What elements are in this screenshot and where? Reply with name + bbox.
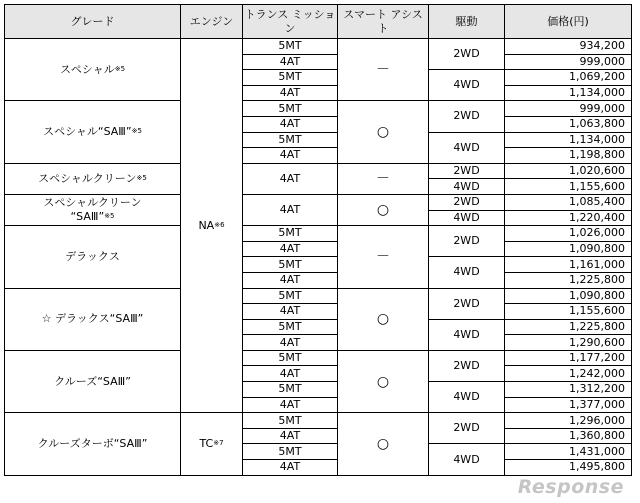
price-cell: 1,220,400: [505, 210, 632, 226]
price-cell: 1,161,000: [505, 257, 632, 273]
transmission-cell: 4AT: [243, 116, 338, 132]
smart-assist-cell: ○: [338, 101, 429, 163]
grade-cell: [5, 226, 181, 288]
grade-name: クルーズ“SAⅢ”: [54, 374, 131, 388]
grade-name: スペシャル“SAⅢ”: [43, 125, 132, 139]
price-cell: 1,155,600: [505, 179, 632, 195]
price-cell: 999,000: [505, 54, 632, 70]
drive-cell: 4WD: [429, 444, 505, 475]
drive-cell: 2WD: [429, 39, 505, 70]
transmission-cell: 5MT: [243, 413, 338, 429]
engine-label: TC: [199, 436, 214, 450]
drive-cell: 2WD: [429, 288, 505, 319]
transmission-cell: 4AT: [243, 366, 338, 382]
grade-footnote: ※5: [104, 212, 115, 221]
grade-name: クルーズターボ“SAⅢ”: [37, 436, 148, 450]
transmission-cell: 5MT: [243, 132, 338, 148]
price-cell: 999,000: [505, 101, 632, 117]
drive-cell: 4WD: [429, 382, 505, 413]
header-smart-assist: スマート アシスト: [338, 5, 429, 39]
table-row: [5, 226, 632, 242]
price-cell: 1,063,800: [505, 116, 632, 132]
transmission-cell: 5MT: [243, 288, 338, 304]
drive-cell: 4WD: [429, 132, 505, 163]
transmission-cell: 5MT: [243, 101, 338, 117]
drive-cell: 2WD: [429, 226, 505, 257]
price-cell: 1,085,400: [505, 194, 632, 210]
drive-cell: 2WD: [429, 194, 505, 210]
table-row: [5, 288, 632, 304]
engine-cell: [181, 39, 243, 413]
drive-cell: 2WD: [429, 413, 505, 444]
drive-cell: 2WD: [429, 163, 505, 179]
header-price: 価格(円): [505, 5, 632, 39]
drive-cell: 2WD: [429, 350, 505, 381]
transmission-cell: 5MT: [243, 70, 338, 86]
price-cell: 1,134,000: [505, 85, 632, 101]
table-row: [5, 350, 632, 366]
drive-cell: 4WD: [429, 179, 505, 195]
smart-assist-cell: －: [338, 163, 429, 194]
engine-footnote: ※7: [213, 438, 224, 447]
grade-name: デラックス: [65, 249, 120, 263]
price-cell: 1,090,800: [505, 288, 632, 304]
price-cell: 1,134,000: [505, 132, 632, 148]
price-cell: 1,242,000: [505, 366, 632, 382]
smart-assist-cell: ○: [338, 413, 429, 475]
transmission-cell: 4AT: [243, 460, 338, 476]
grade-cell: [5, 194, 181, 225]
price-cell: 1,431,000: [505, 444, 632, 460]
transmission-cell: 4AT: [243, 428, 338, 444]
transmission-cell: 5MT: [243, 257, 338, 273]
price-cell: 1,020,600: [505, 163, 632, 179]
engine-cell: [181, 413, 243, 475]
table-row: [5, 101, 632, 117]
grade-name-line2: “SAⅢ”: [70, 210, 105, 224]
smart-assist-cell: －: [338, 226, 429, 288]
drive-cell: 4WD: [429, 210, 505, 226]
header-row: [5, 5, 632, 39]
price-cell: 1,290,600: [505, 335, 632, 351]
transmission-cell: 4AT: [243, 335, 338, 351]
grade-cell: [5, 350, 181, 412]
transmission-cell: 4AT: [243, 304, 338, 320]
price-cell: 1,377,000: [505, 397, 632, 413]
watermark-logo: Response: [517, 476, 624, 498]
transmission-cell: 4AT: [243, 85, 338, 101]
transmission-cell: 5MT: [243, 382, 338, 398]
header-transmission: トランス ミッション: [243, 5, 338, 39]
drive-cell: 4WD: [429, 257, 505, 288]
price-cell: 934,200: [505, 39, 632, 55]
header-engine: エンジン: [181, 5, 243, 39]
grade-name: スペシャル: [59, 62, 115, 76]
price-cell: 1,360,800: [505, 428, 632, 444]
transmission-cell: 5MT: [243, 39, 338, 55]
price-cell: 1,312,200: [505, 382, 632, 398]
drive-cell: 2WD: [429, 101, 505, 132]
transmission-cell: 4AT: [243, 163, 338, 194]
transmission-cell: 5MT: [243, 319, 338, 335]
table-body: [5, 39, 632, 476]
price-cell: 1,090,800: [505, 241, 632, 257]
grade-cell: [5, 413, 181, 475]
grade-cell: [5, 163, 181, 194]
drive-cell: 4WD: [429, 319, 505, 350]
smart-assist-cell: ○: [338, 288, 429, 350]
transmission-cell: 5MT: [243, 444, 338, 460]
grade-cell: [5, 39, 181, 101]
price-cell: 1,225,800: [505, 272, 632, 288]
grade-footnote: ※5: [114, 64, 126, 73]
price-cell: 1,296,000: [505, 413, 632, 429]
price-table: [4, 4, 632, 476]
grade-cell: [5, 101, 181, 163]
transmission-cell: 4AT: [243, 194, 338, 225]
header-grade: グレード: [5, 5, 181, 39]
drive-cell: 4WD: [429, 70, 505, 101]
transmission-cell: 4AT: [243, 241, 338, 257]
transmission-cell: 5MT: [243, 226, 338, 242]
transmission-cell: 4AT: [243, 397, 338, 413]
grade-footnote: ※5: [136, 173, 147, 182]
price-cell: 1,495,800: [505, 460, 632, 476]
grade-name: ☆ デラックス“SAⅢ”: [41, 312, 144, 326]
engine-label: NA: [198, 218, 215, 232]
transmission-cell: 4AT: [243, 148, 338, 164]
smart-assist-cell: ○: [338, 350, 429, 412]
grade-name: スペシャルクリーン: [38, 171, 137, 185]
price-cell: 1,225,800: [505, 319, 632, 335]
price-cell: 1,155,600: [505, 304, 632, 320]
grade-cell: [5, 288, 181, 350]
price-cell: 1,026,000: [505, 226, 632, 242]
transmission-cell: 4AT: [243, 272, 338, 288]
engine-footnote: ※6: [214, 220, 225, 229]
table-row: [5, 39, 632, 55]
grade-name: スペシャルクリーン: [43, 196, 142, 210]
transmission-cell: 4AT: [243, 54, 338, 70]
table-row: [5, 194, 632, 210]
header-drive: 駆動: [429, 5, 505, 39]
smart-assist-cell: －: [338, 39, 429, 101]
table-row: [5, 413, 632, 429]
price-cell: 1,177,200: [505, 350, 632, 366]
table-row: [5, 163, 632, 179]
smart-assist-cell: ○: [338, 194, 429, 225]
transmission-cell: 5MT: [243, 350, 338, 366]
price-cell: 1,198,800: [505, 148, 632, 164]
price-cell: 1,069,200: [505, 70, 632, 86]
grade-footnote: ※5: [131, 127, 142, 136]
